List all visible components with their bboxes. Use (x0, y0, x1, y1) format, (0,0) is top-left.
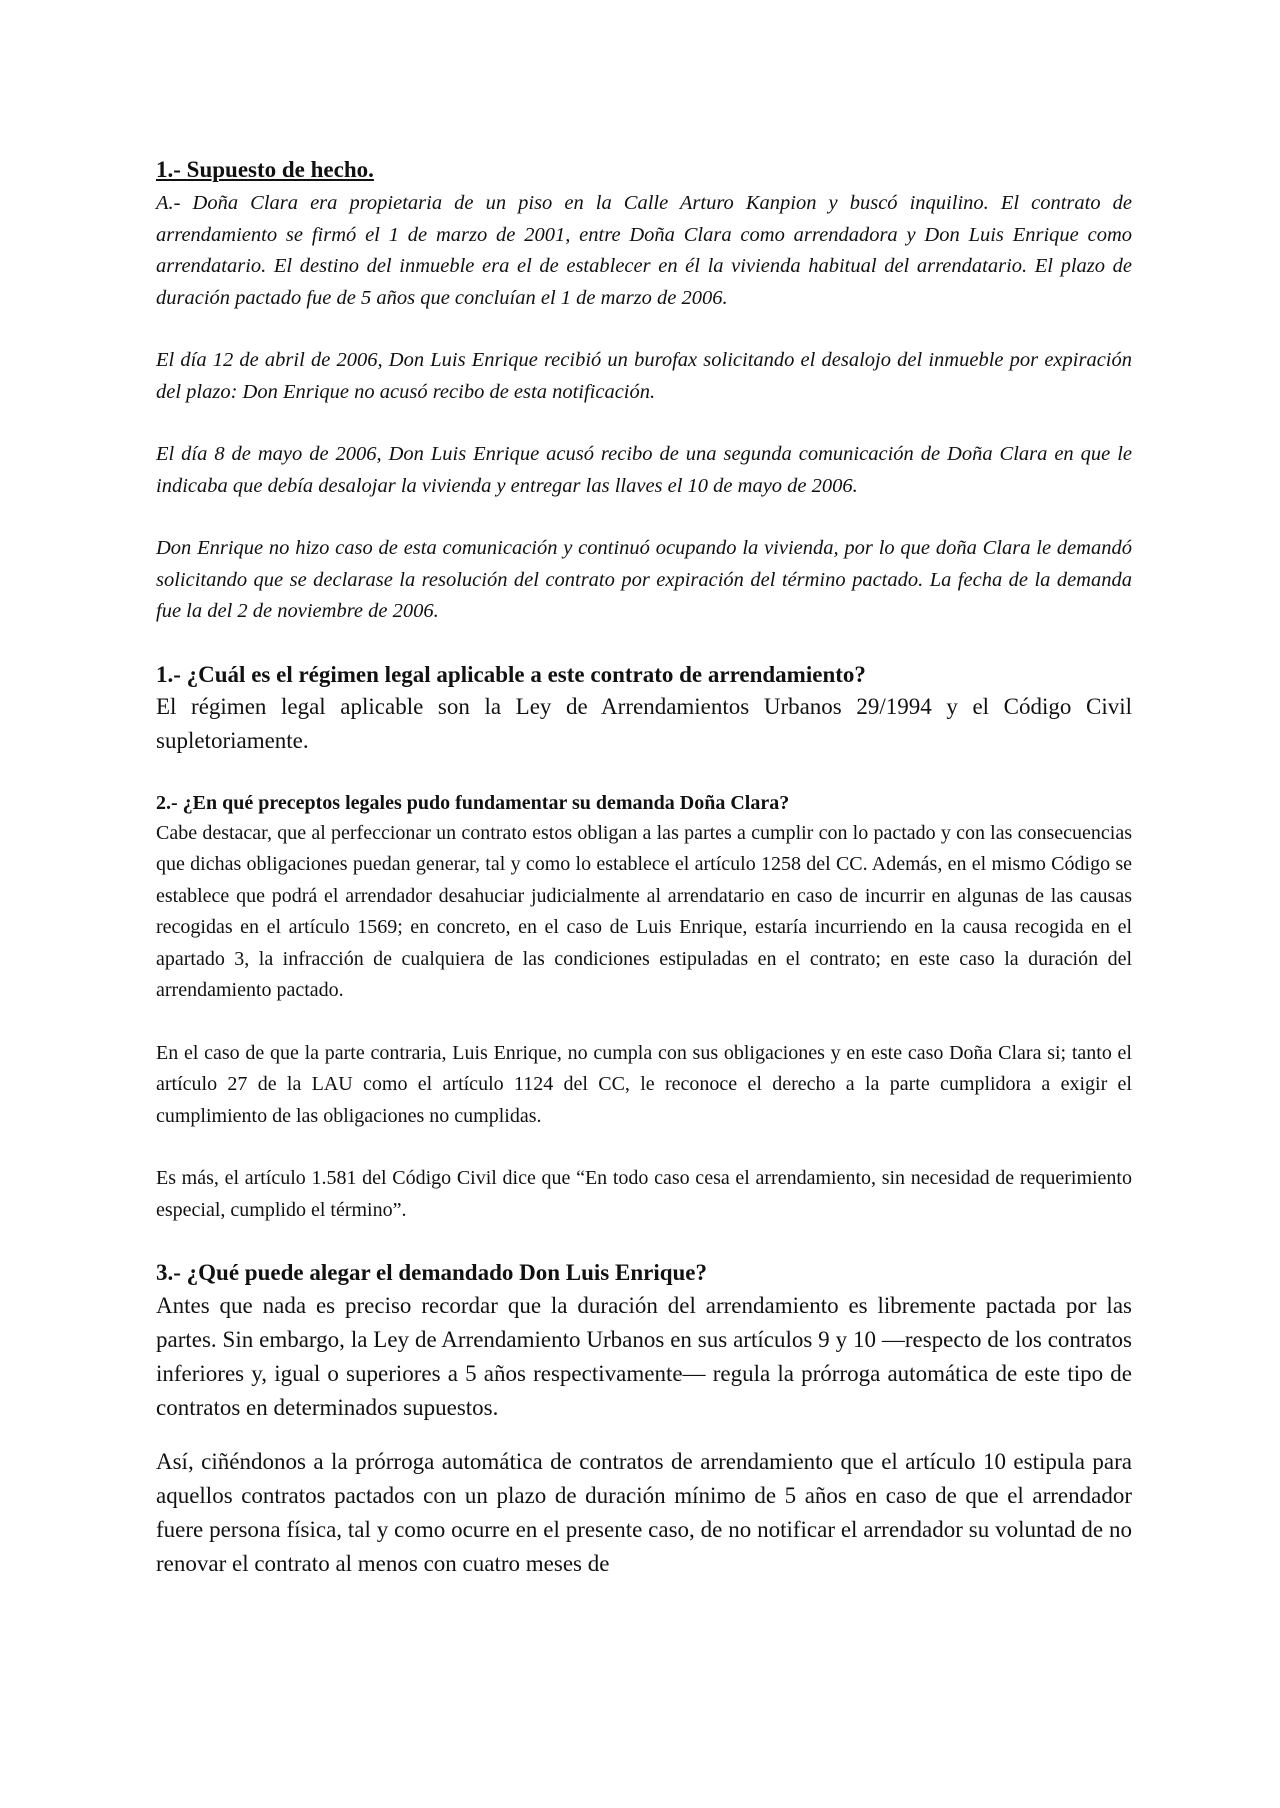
question-1-answer: El régimen legal aplicable son la Ley de Arrendamientos Urbanos 29/1994 y el Código Civil supletoriamente. (156, 693, 1132, 753)
section-heading: 1.- Supuesto de hecho. (156, 157, 374, 182)
question-2-paragraph: En el caso de que la parte contraria, Luis Enrique, no cumpla con sus obligaciones y en este caso Doña Clara si; tanto el artículo 27 de la LAU como el artículo 1124 del CC, le reconoce el derecho a la parte cumplidora a exigir el cumplimiento de las obligaciones no cumplidas. (156, 1041, 1132, 1127)
facts-paragraph: A.- Doña Clara era propietaria de un piso en la Calle Arturo Kanpion y buscó inquilino. El contrato de arrendamiento se firmó el 1 de marzo de 2001, entre Doña Clara como arrendadora y Don Luis Enrique como arrendatario. El destino del inmueble era el de establecer en él la vivienda habitual del arrendatario. El plazo de duración pactado fue de 5 años que concluían el 1 de marzo de 2006. (156, 192, 1132, 309)
facts-paragraph: El día 12 de abril de 2006, Don Luis Enrique recibió un burofax solicitando el desalojo del inmueble por expiración del plazo: Don Enrique no acusó recibo de esta notificación. (156, 349, 1132, 403)
question-3-paragraph: Antes que nada es preciso recordar que la duración del arrendamiento es libremente pactada por las partes. Sin embargo, la Ley de Arrendamiento Urbanos en sus artículos 9 y 10 —respecto de los contratos inferiores y, igual o superiores a 5 años respectivamente— regula la prórroga automática de este tipo de contratos en determinados supuestos. (156, 1293, 1132, 1420)
question-2-heading: 2.- ¿En qué preceptos legales pudo fundamentar su demanda Doña Clara? (156, 791, 790, 814)
facts-block (156, 188, 1132, 628)
facts-paragraph: El día 8 de mayo de 2006, Don Luis Enrique acusó recibo de una segunda comunicación de Doña Clara en que le indicaba que debía desalojar la vivienda y entregar las llaves el 10 de mayo de 2006. (156, 443, 1132, 497)
question-1-heading: 1.- ¿Cuál es el régimen legal aplicable a este contrato de arrendamiento? (156, 661, 866, 687)
question-3-heading: 3.- ¿Qué puede alegar el demandado Don Luis Enrique? (156, 1260, 708, 1285)
facts-paragraph: Don Enrique no hizo caso de esta comunicación y continuó ocupando la vivienda, por lo que doña Clara le demandó solicitando que se declarase la resolución del contrato por expiración del término pactado. La fecha de la demanda fue la del 2 de noviembre de 2006. (156, 537, 1132, 622)
question-2-paragraph: Es más, el artículo 1.581 del Código Civil dice que “En todo caso cesa el arrendamiento, sin necesidad de requerimiento especial, cumplido el término”. (156, 1167, 1132, 1221)
question-2-paragraph: Cabe destacar, que al perfeccionar un contrato estos obligan a las partes a cumplir con lo pactado y con las consecuencias que dichas obligaciones puedan generar, tal y como lo establece el artículo 1258 del CC. Además, en el mismo Código se establece que podrá el arrendador desahuciar judicialmente al arrendatario en caso de incurrir en algunas de las causas recogidas en el artículo 1569; en concreto, en el caso de Luis Enrique, estaría incurriendo en la causa recogida en el apartado 3, la infracción de cualquiera de las condiciones estipuladas en el contrato; en este caso la duración del arrendamiento pactado. (156, 821, 1132, 1001)
question-3-paragraph: Así, ciñéndonos a la prórroga automática de contratos de arrendamiento que el artículo 10 estipula para aquellos contratos pactados con un plazo de duración mínimo de 5 años en caso de que el arrendador fuere persona física, tal y como ocurre en el presente caso, de no notificar el arrendador su voluntad de no renovar el contrato al menos con cuatro meses de (156, 1449, 1132, 1576)
